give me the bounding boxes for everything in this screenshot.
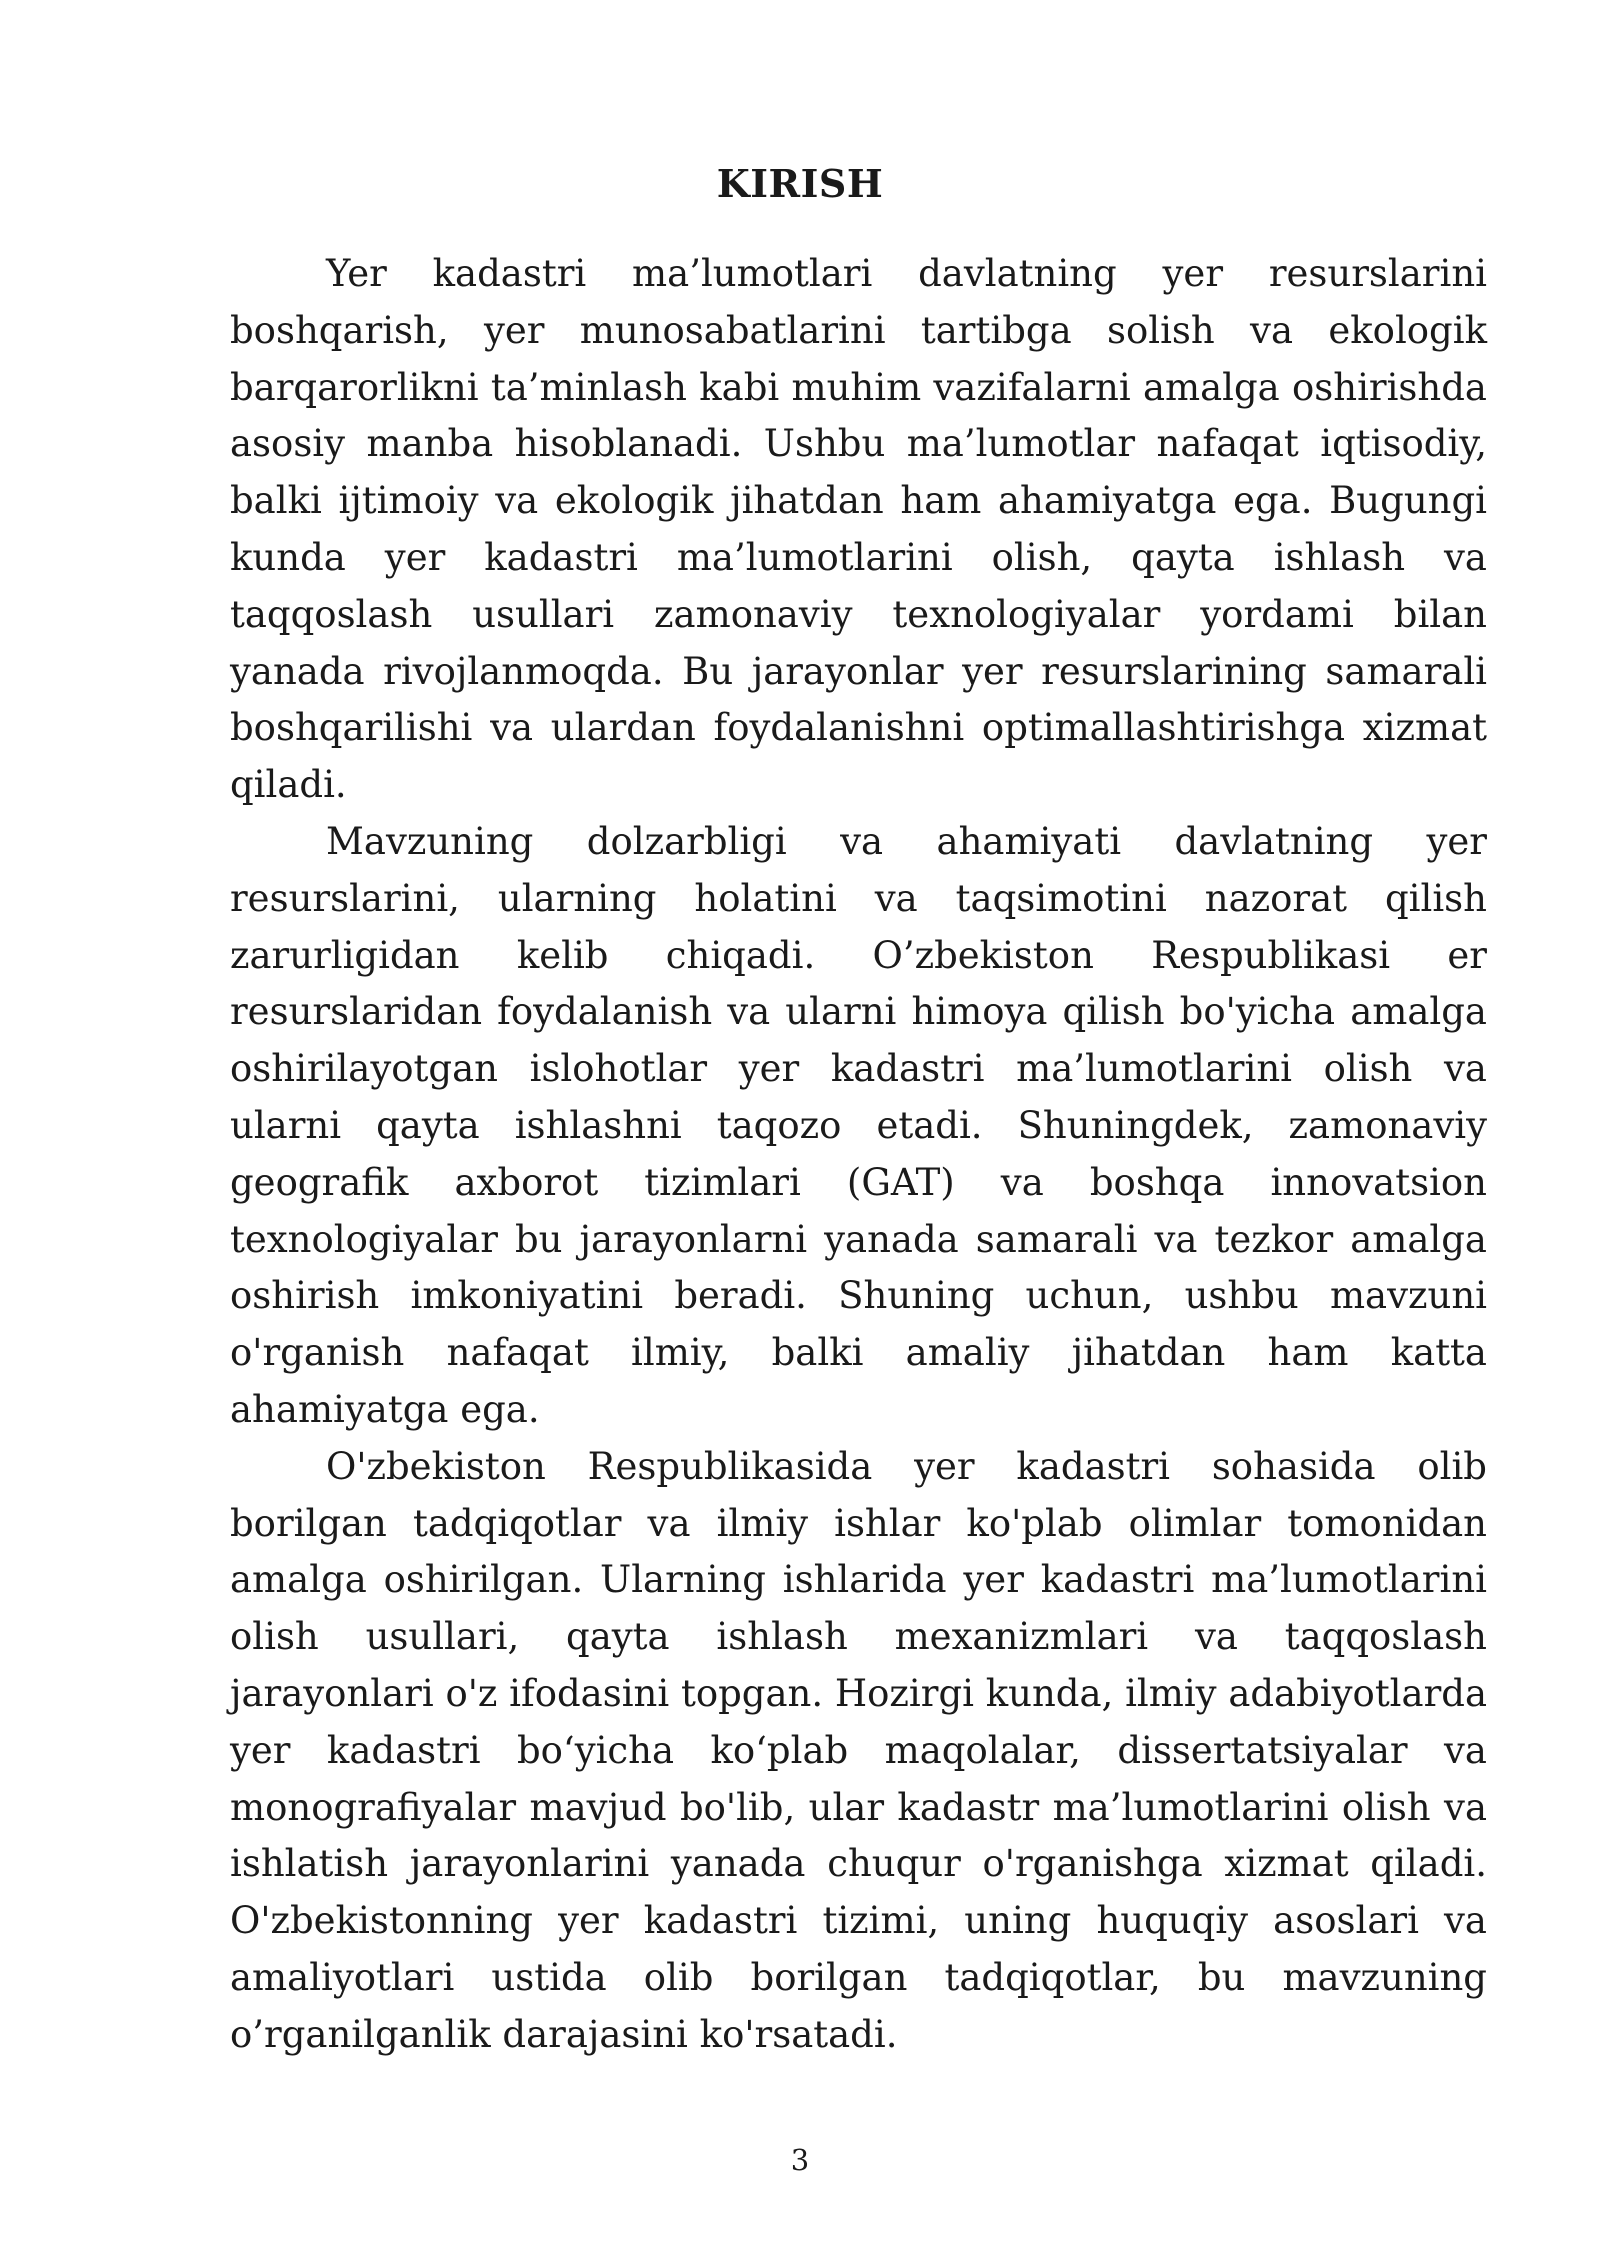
paragraph-intro: Yer kadastri ma’lumotlari davlatning yer resurslarini boshqarish, yer munosabatlarini tartibga solish va ekologik barqarorlikni ta’minlash kabi muhim vazifalarni amalga oshirishda asosiy manba hisoblanadi. Ushbu ma’lumotlar nafaqat iqtisodiy, balki ijtimoiy va ekologik jihatdan ham ahamiyatga ega. Bugungi kunda yer kadastri ma’lumotlarini olish, qayta ishlash va taqqoslash usullari zamonaviy texnologiyalar yordami bilan yanada rivojlanmoqda. Bu jarayonlar yer resurslarining samarali boshqarilishi va ulardan foydalanishni optimallashtirishga xizmat qiladi. xyxy=(230,252,1487,807)
paragraph-relevance: Mavzuning dolzarbligi va ahamiyati davlatning yer resurslarini, ularning holatini va taqsimotini nazorat qilish zarurligidan kelib chiqadi. O’zbekiston Respublikasi er resurslaridan foydalanish va ularni himoya qilish bo'yicha amalga oshirilayotgan islohotlar yer kadastri ma’lumotlarini olish va ularni qayta ishlashni taqozo etadi. Shuningdek, zamonaviy geografik axborot tizimlari (GAT) va boshqa innovatsion texnologiyalar bu jarayonlarni yanada samarali va tezkor amalga oshirish imkoniyatini beradi. Shuning uchun, ushbu mavzuni o'rganish nafaqat ilmiy, balki amaliy jihatdan ham katta ahamiyatga ega. xyxy=(230,819,1487,1431)
paragraph-research-status: O'zbekiston Respublikasida yer kadastri sohasida olib borilgan tadqiqotlar va ilmiy ishlar ko'plab olimlar tomonidan amalga oshirilgan. Ularning ishlarida yer kadastri ma’lumotlarini olish usullari, qayta ishlash mexanizmlari va taqqoslash jarayonlari o'z ifodasini topgan. Hozirgi kunda, ilmiy adabiyotlarda yer kadastri bo‘yicha ko‘plab maqolalar, dissertatsiyalar va monografiyalar mavjud bo'lib, ular kadastr ma’lumotlarini olish va ishlatish jarayonlarini yanada chuqur o'rganishga xizmat qiladi. O'zbekistonning yer kadastri tizimi, uning huquqiy asoslari va amaliyotlari ustida olib borilgan tadqiqotlar, bu mavzuning o’rganilganlik darajasini ko'rsatadi. xyxy=(230,1444,1488,2056)
page-title: KIRISH xyxy=(716,161,884,206)
page-number: 3 xyxy=(790,2143,810,2177)
body-text xyxy=(230,246,1487,2064)
